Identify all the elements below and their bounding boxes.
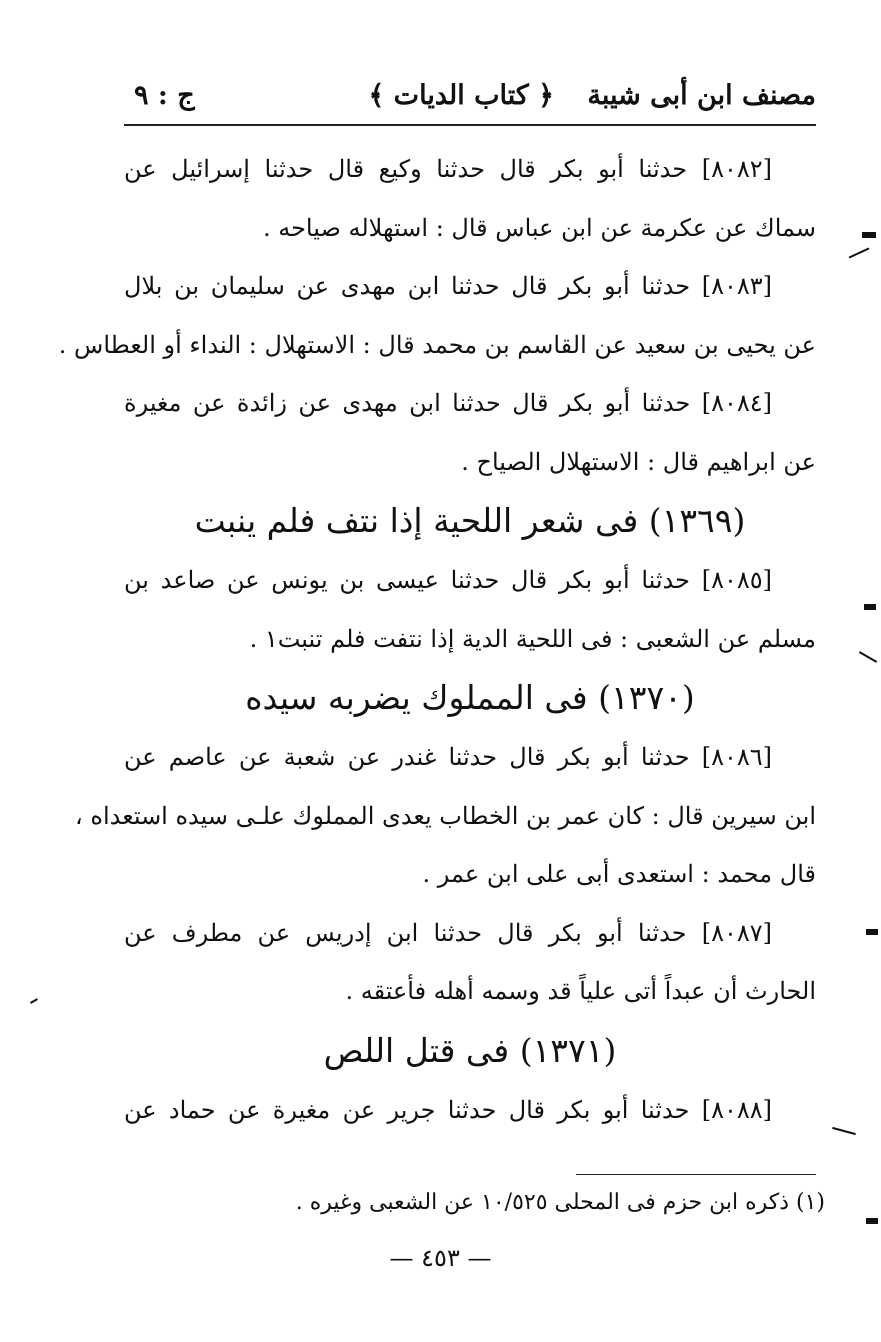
text-line: [٨٠٨٦] حدثنا أبو بكر قال حدثنا غندر عن شعبة عن عاصم عن [124,743,772,771]
header-volume: ج : ٩ [134,80,195,111]
page-number: — ٤٥٣ — [389,1244,492,1272]
margin-mark [832,1127,856,1135]
margin-mark [866,929,878,935]
text-line: [٨٠٨٣] حدثنا أبو بكر قال حدثنا ابن مهدى عن سليمان بن بلال [124,272,772,300]
section-heading: (١٣٧٠) فى المملوك يضربه سيده [245,678,695,717]
header-chapter-title: ﴿ كتاب الديات ﴾ [368,80,554,111]
text-line: [٨٠٨٢] حدثنا أبو بكر قال حدثنا وكيع قال حدثنا إسرائيل عن [124,155,772,183]
text-line: [٨٠٨٥] حدثنا أبو بكر قال حدثنا عيسى بن يونس عن صاعد بن [124,566,772,594]
text-line: الحارث أن عبداً أتى علياً قد وسمه أهله فأعتقه . [345,977,816,1005]
margin-mark [859,651,877,663]
footnote-rule [576,1174,816,1175]
margin-mark [864,604,876,610]
main-text [58,140,816,1139]
section-heading: (١٣٦٩) فى شعر اللحية إذا نتف فلم ينبت [194,501,746,540]
margin-mark [30,998,38,1004]
text-line: عن ابراهيم قال : الاستهلال الصياح . [461,447,816,476]
margin-mark [862,232,876,238]
margin-mark [866,1218,878,1224]
footnote: (١) ذكره ابن حزم فى المحلى ١٠/٥٢٥ عن الشعبى وغيره . [295,1190,825,1215]
text-line: ابن سيرين قال : كان عمر بن الخطاب يعدى المملوك علـى سيده استعداه ، [75,801,816,830]
text-line: مسلم عن الشعبى : فى اللحية الدية إذا نتفت فلم تنبت١ . [249,624,816,653]
text-line: قال محمد : استعدى أبى على ابن عمر . [422,860,816,888]
text-line: [٨٠٨٧] حدثنا أبو بكر قال حدثنا ابن إدريس عن مطرف عن [124,918,772,947]
text-line: سماك عن عكرمة عن ابن عباس قال : استهلاله صياحه . [262,213,816,242]
header-rule [124,124,816,126]
text-line: [٨٠٨٤] حدثنا أبو بكر قال حدثنا ابن مهدى عن زائدة عن مغيرة [124,389,772,417]
running-header [124,70,816,122]
margin-mark [849,247,870,258]
text-line: [٨٠٨٨] حدثنا أبو بكر قال حدثنا جرير عن مغيرة عن حماد عن [124,1095,773,1124]
text-line: عن يحيى بن سعيد عن القاسم بن محمد قال : الاستهلال : النداء أو العطاس . [58,330,816,359]
header-book-title: مصنف ابن أبى شيبة [587,80,816,111]
section-heading: (١٣٧١) فى قتل اللص [323,1030,617,1070]
